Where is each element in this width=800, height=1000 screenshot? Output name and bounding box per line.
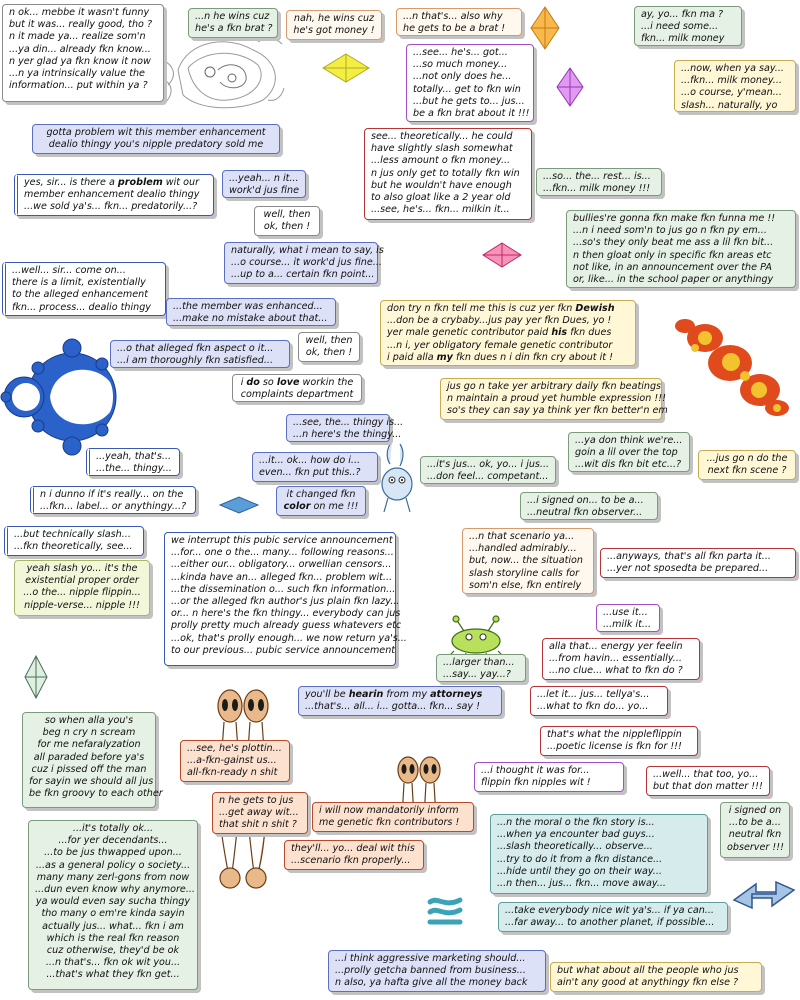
speech-bubble (86, 448, 180, 476)
scribble-creature-drawing (158, 30, 286, 112)
speech-bubble: i will now mandatorily inform me genetic fkn contributors ! (312, 802, 474, 832)
speech-bubble: well, then ok, then ! (298, 332, 360, 362)
speech-bubble: ...it... ok... how do i... even... fkn put this..? (252, 452, 378, 482)
speech-bubble: so when alla you's beg n cry n scream for me nefaralyzation all paraded before ya's cuz i pissed off the man for sayin we should all jus be fkn groovy to each other (22, 712, 156, 808)
blue-double-arrow-icon (732, 876, 796, 914)
speech-bubble (298, 686, 502, 716)
speech-bubble: ...i thought it was for... flippin fkn nipples wit ! (474, 762, 624, 792)
speech-bubble: naturally, what i mean to say, is ...o course... it work'd jus fine... ...up to a... certain fkn point... (224, 242, 378, 284)
speech-bubble (30, 486, 196, 514)
speech-bubble: ...see... he's... got... ...so much money... ...not only does he... totally... get to fkn win ...but he gets to... jus... be a fkn brat about it !!! (406, 44, 534, 122)
speech-bubble: ...larger than... ...say... yay...? (436, 654, 526, 682)
speech-bubble: that's what the nippleflippin ...poetic license is fkn for !!! (540, 726, 698, 756)
speech-bubble-text: i do so love workin the complaints department (240, 377, 354, 401)
speech-bubble: bullies're gonna fkn make fkn funna me !! ...n i need som'n to jus go n fkn py em... ...so's they only beat me ass a lil fkn bit... n then gloat only in specific fkn areas etc not like, in an announcement over the PA or, like... in the school paper or anythingy (566, 210, 796, 288)
speech-bubble: jus go n take yer arbitrary daily fkn beatings n maintain a proud yet humble expression !!! so's they can say ya think yer fkn better'n em (440, 378, 662, 420)
speech-bubble (380, 300, 636, 366)
speech-bubble-text: ...well... sir... come on... there is a limit, existentially to the alleged enhancement fkn... process... dealio thingy (12, 265, 151, 313)
speech-bubble: ...i think aggressive marketing should... ...prolly getcha banned from business... n also, ya hafta give all the money back (328, 950, 546, 992)
pink-diamond-icon (482, 242, 522, 268)
speech-bubble: ...n he wins cuz he's a fkn brat ? (188, 8, 278, 38)
orange-diamond-icon (530, 6, 560, 50)
speech-bubble-text: you'll be hearin from my attorneys ...that's... all... i... gotta... fkn... say ! (305, 689, 483, 713)
speech-bubble: see... theoretically... he could have slightly slash somewhat ...less amount o fkn money... n jus only get to totally fkn win but he wouldn't have enough to also gloat like a 2 year old ...see, he's... fkn... milkin it... (364, 128, 532, 220)
speech-bubble-text: yes, sir... is there a problem wit our member enhancement dealio thingy ...we sold ya's... fkn... predatorily...? (24, 177, 200, 213)
speech-bubble-text: don try n fkn tell me this is cuz yer fkn Dewish ...don be a crybaby...jus pay yer fkn Dues, yo ! yer male genetic contributor paid his fkn dues ...n i, yer obligatory female genetic contributor i paid alla my fkn dues n i din fkn cry about it ! (387, 303, 615, 363)
speech-bubble: ...n that's... also why he gets to be a brat ! (396, 8, 522, 36)
speech-bubble (2, 262, 166, 316)
speech-bubble: ...yeah... n it... work'd jus fine (222, 170, 306, 198)
violet-diamond-icon (556, 67, 584, 107)
speech-bubble: ...o that alleged fkn aspect o it... ...i am thoroughly fkn satisfied... (110, 340, 290, 368)
speech-bubble (14, 174, 214, 216)
speech-bubble: ay, yo... fkn ma ? ...i need some... fkn... milk money (634, 6, 742, 46)
green-bug-creature-drawing (444, 615, 508, 659)
julia-fractal-image (665, 318, 795, 418)
speech-bubble-text: it changed fkn color on me !!! (283, 489, 359, 513)
speech-bubble: ...n that scenario ya... ...handled admirably... but, now... the situation slash storyline calls for som'n else, fkn entirely (462, 528, 594, 594)
speech-bubble: ...jus go n do the next fkn scene ? (698, 450, 796, 480)
speech-bubble: ...use it... ...milk it... (596, 604, 660, 632)
speech-bubble: ...i signed on... to be a... ...neutral fkn observer... (520, 492, 658, 520)
yellow-diamond-icon (322, 53, 370, 83)
mandelbrot-fractal-image (2, 338, 120, 456)
speech-bubble-text: ...yeah, that's... ...the... thingy... (96, 451, 172, 475)
speech-bubble: ...n the moral o the fkn story is... ...when ya encounter bad guys... ...slash theoretically... observe... ...try to do it from a fkn distance... ...hide until they go on their way... ...n then... jus... fkn... move away... (490, 814, 708, 894)
green-diamond-icon (24, 655, 48, 699)
speech-bubble: ...let it... jus... tellya's... ...what to fkn do... yo... (530, 686, 668, 716)
speech-bubble: ...take everybody nice wit ya's... if ya can... ...far away... to another planet, if possible... (498, 902, 728, 932)
blue-sliver-icon (219, 496, 259, 514)
speech-bubble-text: n i dunno if it's really... on the ...fkn... label... or anythingy...? (40, 489, 187, 513)
speech-bubble: gotta problem wit this member enhancement dealio thingy you's nipple predatory sold me (32, 124, 280, 154)
speech-bubble-text: ...but technically slash... ...fkn theoretically, see... (14, 529, 133, 553)
speech-bubble: well, then ok, then ! (254, 206, 320, 236)
speech-bubble (232, 374, 362, 402)
speech-bubble: ...it's jus... ok, yo... i jus... ...don feel... competant... (420, 456, 556, 484)
speech-bubble: we interrupt this pubic service announcement ...for... one o the... many... following reasons... ...either our... obligatory... orwellian censors... ...kinda have an... alleged fkn... problem wit... ...the dissemination o... such fkn information... ...or the alleged fkn author's jus plain fkn lazy... or... n here's the fkn thingy... everybody can jus prolly pretty much already guess whatevers etc ...ok, that's prolly enough... we now return ya's... to our previous... pubic service announcement (164, 532, 396, 666)
speech-bubble: ...it's totally ok... ...for yer decendants... ...to be jus thwapped upon... ...as a general policy o society... many many zerl-gons from now ...dun even know why anymore... ya would even say sucha thingy tho many o em're kinda sayin actually jus... what... fkn i am which is the real fkn reason cuz otherwise, they'd be ok ...n that's... fkn ok wit you... ...that's what they fkn get... (28, 820, 198, 990)
speech-bubble: n he gets to jus ...get away wit... that shit n shit ? (212, 792, 308, 834)
speech-bubble: ...ya don think we're... goin a lil over the top ...wit dis fkn bit etc...? (568, 432, 690, 472)
balloon-creature-drawing (380, 440, 420, 514)
speech-bubble (276, 486, 366, 516)
speech-bubble: ...see, he's plottin... ...a-fkn-gainst us... all-fkn-ready n shit (180, 740, 290, 782)
speech-bubble: ...anyways, that's all fkn parta it... ...yer not sposedta be prepared... (600, 548, 796, 578)
teal-wave-equals-icon (426, 894, 464, 928)
speech-bubble: ...well... that too, yo... but that don matter !!! (646, 766, 770, 796)
speech-bubble: ...so... the... rest... is... ...fkn... milk money !!! (536, 168, 662, 196)
speech-bubble: i signed on ...to be a... neutral fkn observer !!! (720, 802, 790, 858)
speech-bubble: yeah slash yo... it's the existential proper order ...o the... nipple flippin... nipple-verse... nipple !!! (14, 560, 150, 616)
speech-bubble: nah, he wins cuz he's got money ! (286, 10, 382, 40)
speech-bubble: ...now, when ya say... ...fkn... milk money... ...o course, y'mean... slash... naturally, yo (674, 60, 796, 112)
speech-bubble: they'll... yo... deal wit this ...scenario fkn properly... (284, 840, 424, 870)
speech-bubble (4, 526, 144, 556)
speech-bubble: ...see, the... thingy is... ...n here's the thingy... (286, 414, 390, 442)
speech-bubble: n ok... mebbe it wasn't funny but it was... really good, tho ? n it made ya... realize som'n ...ya din... already fkn know... n yer glad ya fkn know it now ...n ya intrinsically value the information... put within ya ? (2, 4, 164, 102)
speech-bubble: ...the member was enhanced... ...make no mistake about that... (166, 298, 336, 326)
speech-bubble: but what about all the people who jus ain't any good at anythingy fkn else ? (550, 962, 762, 992)
speech-bubble: alla that... energy yer feelin ...from havin... essentially... ...no clue... what to fkn do ? (542, 638, 700, 680)
